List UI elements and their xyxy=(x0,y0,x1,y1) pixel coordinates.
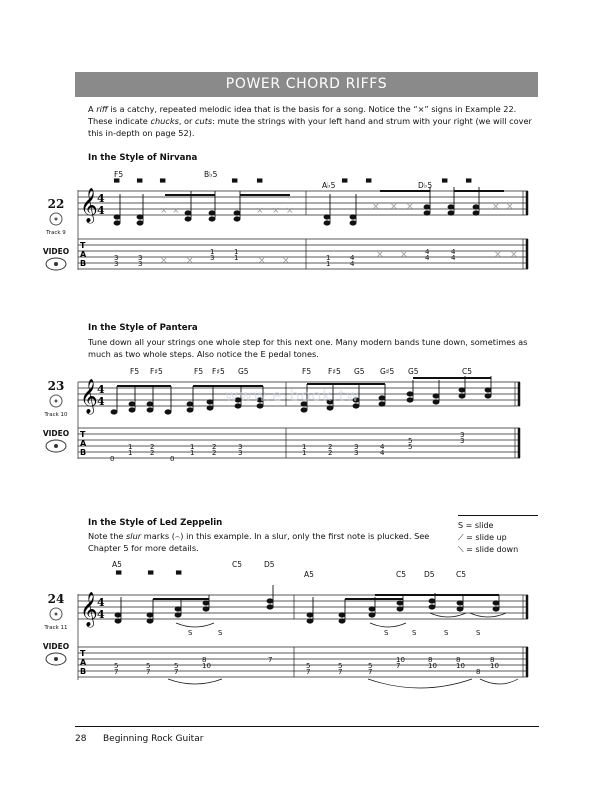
slide-mark: S xyxy=(412,629,417,637)
tab-number: 4 xyxy=(425,248,430,256)
tab-number: 3 xyxy=(138,260,143,268)
tab-number: 3 xyxy=(114,260,119,268)
chord-symbol: A♭5 xyxy=(322,181,336,190)
svg-text:▀: ▀ xyxy=(232,179,238,187)
svg-text:×: × xyxy=(510,250,518,260)
svg-text:×: × xyxy=(282,256,290,266)
example-23-video-label: VIDEO xyxy=(42,429,70,438)
svg-text:▀: ▀ xyxy=(342,179,348,187)
tab-number: 2 xyxy=(150,449,155,457)
tab-number: 7 xyxy=(268,656,273,664)
intro-paragraph xyxy=(88,103,533,140)
slide-mark: S xyxy=(476,629,481,637)
example-23-number: 23 xyxy=(47,379,65,393)
example-23-text: Tune down all your strings one whole step for this next one. Many modern bands tune down, sometimes as much as two whole steps. Also notice the E pedal tones. xyxy=(88,337,528,360)
tab-number: 3 xyxy=(460,431,465,439)
intro-term-cuts: cuts xyxy=(195,116,213,127)
svg-text:×: × xyxy=(160,206,168,216)
svg-text:▀: ▀ xyxy=(148,571,154,579)
example-24-video-label: VIDEO xyxy=(42,642,70,651)
example-24-score xyxy=(0,557,612,702)
tab-number: 7 xyxy=(174,668,179,676)
tab-number: 3 xyxy=(354,449,359,457)
tab-number: 4 xyxy=(451,248,456,256)
tab-number: 3 xyxy=(238,443,243,451)
tab-number: 1 xyxy=(234,248,239,256)
legend-slide-up: ⟋ = slide up xyxy=(458,533,507,542)
tab-number: 7 xyxy=(368,668,373,676)
tab-number: 3 xyxy=(114,254,119,262)
example-24-heading: In the Style of Led Zeppelin xyxy=(88,518,223,528)
tab-number: 0 xyxy=(170,455,175,463)
legend-slide: S = slide xyxy=(458,521,494,530)
tab-clef-t: T xyxy=(80,241,86,250)
svg-text:×: × xyxy=(390,202,398,212)
tab-number: 5 xyxy=(368,662,373,670)
tab-number: 3 xyxy=(210,254,215,262)
svg-text:▀: ▀ xyxy=(116,571,122,579)
svg-text:×: × xyxy=(272,206,280,216)
svg-text:×: × xyxy=(372,202,380,212)
time-signature-top: 4 xyxy=(97,596,105,609)
chord-symbol: G5 xyxy=(238,367,249,376)
tab-clef-t: T xyxy=(80,649,86,658)
chord-symbol: F♯5 xyxy=(150,367,163,376)
tab-number: 4 xyxy=(380,449,385,457)
watermark: www.e-book.tw xyxy=(225,386,360,405)
treble-clef-icon: 𝄞 xyxy=(80,188,98,223)
tab-number: 1 xyxy=(190,443,195,451)
svg-text:×: × xyxy=(494,250,502,260)
tab-number: 7 xyxy=(146,668,151,676)
tab-number: 10 xyxy=(490,662,499,670)
example-24-rhythm-marks xyxy=(115,570,182,579)
tab-number: 1 xyxy=(234,254,239,262)
chord-symbol: F5 xyxy=(194,367,204,376)
chord-symbol: D5 xyxy=(264,560,275,569)
tab-number: 5 xyxy=(146,662,151,670)
tab-number: 2 xyxy=(328,443,333,451)
chord-symbol: F♯5 xyxy=(328,367,341,376)
chord-symbol: C5 xyxy=(232,560,243,569)
example-23-heading: In the Style of Pantera xyxy=(88,323,198,333)
example-24-text-3: marks (⌢) in this example. In a slur, only the first note is plucked. See Chapter 5 for more details. xyxy=(88,531,430,554)
tab-number: 8 xyxy=(202,656,207,664)
slide-down-icon: ⟍ xyxy=(458,545,467,554)
svg-text:▀: ▀ xyxy=(114,179,120,187)
example-22-number: 22 xyxy=(47,197,65,211)
example-24-chord-symbols xyxy=(112,560,466,579)
tab-number: 1 xyxy=(302,449,307,457)
treble-clef-icon: 𝄞 xyxy=(80,592,98,627)
chord-symbol: D5 xyxy=(424,570,435,579)
example-24-term-slur: slur xyxy=(126,531,142,541)
tab-number: 2 xyxy=(328,449,333,457)
footer-rule xyxy=(75,726,539,727)
tab-clef-t: T xyxy=(80,430,86,439)
tab-number: 0 xyxy=(110,455,115,463)
svg-text:×: × xyxy=(376,250,384,260)
chord-symbol: F♯5 xyxy=(212,367,225,376)
tab-number: 8 xyxy=(490,656,495,664)
example-22-track: Track 9 xyxy=(46,230,66,236)
chord-symbol: A5 xyxy=(112,560,122,569)
tab-number: 8 xyxy=(476,668,481,676)
tab-number: 1 xyxy=(210,248,215,256)
svg-text:▀: ▀ xyxy=(442,179,448,187)
chord-symbol: A5 xyxy=(304,570,314,579)
intro-text-7: : mute the strings with your left hand and strum with your right (we will cover this in-depth on page 52). xyxy=(88,116,532,139)
tab-number: 7 xyxy=(338,668,343,676)
tab-number: 1 xyxy=(326,260,331,268)
tab-number: 5 xyxy=(114,662,119,670)
svg-text:×: × xyxy=(406,202,414,212)
svg-text:×: × xyxy=(506,202,514,212)
tab-number: 4 xyxy=(380,443,385,451)
tab-number: 8 xyxy=(456,656,461,664)
example-23-score xyxy=(0,362,612,467)
tab-number: 7 xyxy=(306,668,311,676)
tab-clef-a: A xyxy=(80,658,87,667)
tab-number: 3 xyxy=(238,449,243,457)
svg-text:×: × xyxy=(186,256,194,266)
tab-number: 5 xyxy=(174,662,179,670)
svg-text:▀: ▀ xyxy=(160,179,166,187)
chord-symbol: D♭5 xyxy=(418,181,433,190)
tab-number: 1 xyxy=(302,443,307,451)
svg-text:▀: ▀ xyxy=(176,571,182,579)
svg-text:×: × xyxy=(286,206,294,216)
tab-number: 1 xyxy=(128,443,133,451)
time-signature-top: 4 xyxy=(97,383,105,396)
tab-clef-b: B xyxy=(80,259,87,268)
tab-number: 2 xyxy=(150,443,155,451)
time-signature-top: 4 xyxy=(97,192,105,205)
svg-text:×: × xyxy=(492,202,500,212)
time-signature-bottom: 4 xyxy=(97,204,105,217)
slide-up-icon: ⟋ xyxy=(458,533,467,542)
svg-text:×: × xyxy=(160,256,168,266)
tab-number: 3 xyxy=(460,437,465,445)
tab-clef-a: A xyxy=(80,439,87,448)
slide-mark: S xyxy=(444,629,449,637)
legend-slide-down: ⟍ = slide down xyxy=(458,545,519,554)
tab-number: 2 xyxy=(212,443,217,451)
chord-symbol: G5 xyxy=(354,367,365,376)
tab-number: 1 xyxy=(326,254,331,262)
svg-text:▀: ▀ xyxy=(257,179,263,187)
svg-text:×: × xyxy=(256,206,264,216)
tab-number: 4 xyxy=(425,254,430,262)
slide-mark: S xyxy=(218,629,223,637)
page-number: 28 xyxy=(75,734,87,744)
time-signature-bottom: 4 xyxy=(97,608,105,621)
tab-number: 5 xyxy=(408,437,413,445)
tab-number: 4 xyxy=(350,260,355,268)
svg-text:×: × xyxy=(258,256,266,266)
example-22-video-label: VIDEO xyxy=(42,247,70,256)
intro-term-riff: riff xyxy=(96,104,108,114)
example-24-notes xyxy=(115,585,499,623)
example-22-heading: In the Style of Nirvana xyxy=(88,153,198,163)
svg-text:▀: ▀ xyxy=(466,179,472,187)
tab-clef-b: B xyxy=(80,448,87,457)
tab-number: 10 xyxy=(396,656,405,664)
example-24-number: 24 xyxy=(47,592,65,606)
svg-text:×: × xyxy=(172,206,180,216)
intro-term-chucks: chucks xyxy=(150,116,179,127)
tab-number: 7 xyxy=(396,662,401,670)
time-signature-bottom: 4 xyxy=(97,395,105,408)
slide-mark: S xyxy=(188,629,193,637)
tab-number: 5 xyxy=(408,443,413,451)
tab-number: 5 xyxy=(338,662,343,670)
tab-number: 10 xyxy=(456,662,465,670)
example-23-track: Track 10 xyxy=(44,412,68,418)
intro-text-3: is a catchy, repeated melodic idea that is the basis for a song. Notice the “×” signs in Example 22. These indicate xyxy=(88,104,517,127)
chord-symbol: B♭5 xyxy=(204,170,218,179)
tab-number: 3 xyxy=(354,443,359,451)
svg-text:▀: ▀ xyxy=(366,179,372,187)
tab-number: 7 xyxy=(114,668,119,676)
tab-clef-a: A xyxy=(80,250,87,259)
svg-text:▀: ▀ xyxy=(137,179,143,187)
tab-number: 8 xyxy=(428,656,433,664)
chord-symbol: C5 xyxy=(462,367,473,376)
example-24-text-1: Note the xyxy=(88,531,127,541)
chord-symbol: C5 xyxy=(456,570,467,579)
chord-symbol: F5 xyxy=(302,367,312,376)
chord-symbol: G5 xyxy=(408,367,419,376)
tab-number: 10 xyxy=(428,662,437,670)
slide-mark: S xyxy=(384,629,389,637)
tab-number: 2 xyxy=(212,449,217,457)
tab-number: 4 xyxy=(451,254,456,262)
chord-symbol: C5 xyxy=(396,570,407,579)
example-24-text xyxy=(88,530,433,554)
tab-number: 3 xyxy=(138,254,143,262)
slide-legend xyxy=(458,515,538,556)
chord-symbol: F5 xyxy=(130,367,140,376)
chord-symbol: G♯5 xyxy=(380,367,395,376)
tab-number: 1 xyxy=(128,449,133,457)
section-banner: POWER CHORD RIFFS xyxy=(75,72,538,97)
example-23-chord-symbols xyxy=(130,367,472,376)
tab-number: 4 xyxy=(350,254,355,262)
example-24-track: Track 11 xyxy=(44,625,68,631)
tab-number: 5 xyxy=(306,662,311,670)
svg-text:×: × xyxy=(400,250,408,260)
tab-clef-b: B xyxy=(80,667,87,676)
book-title: Beginning Rock Guitar xyxy=(103,734,204,744)
chord-symbol: F5 xyxy=(114,170,124,179)
example-22-score xyxy=(0,165,612,285)
tab-number: 1 xyxy=(190,449,195,457)
tab-number: 10 xyxy=(202,662,211,670)
intro-text-5: , or xyxy=(178,116,196,127)
intro-text-1: A xyxy=(88,104,97,114)
example-24-slide-marks xyxy=(188,629,481,637)
treble-clef-icon: 𝄞 xyxy=(80,379,98,414)
